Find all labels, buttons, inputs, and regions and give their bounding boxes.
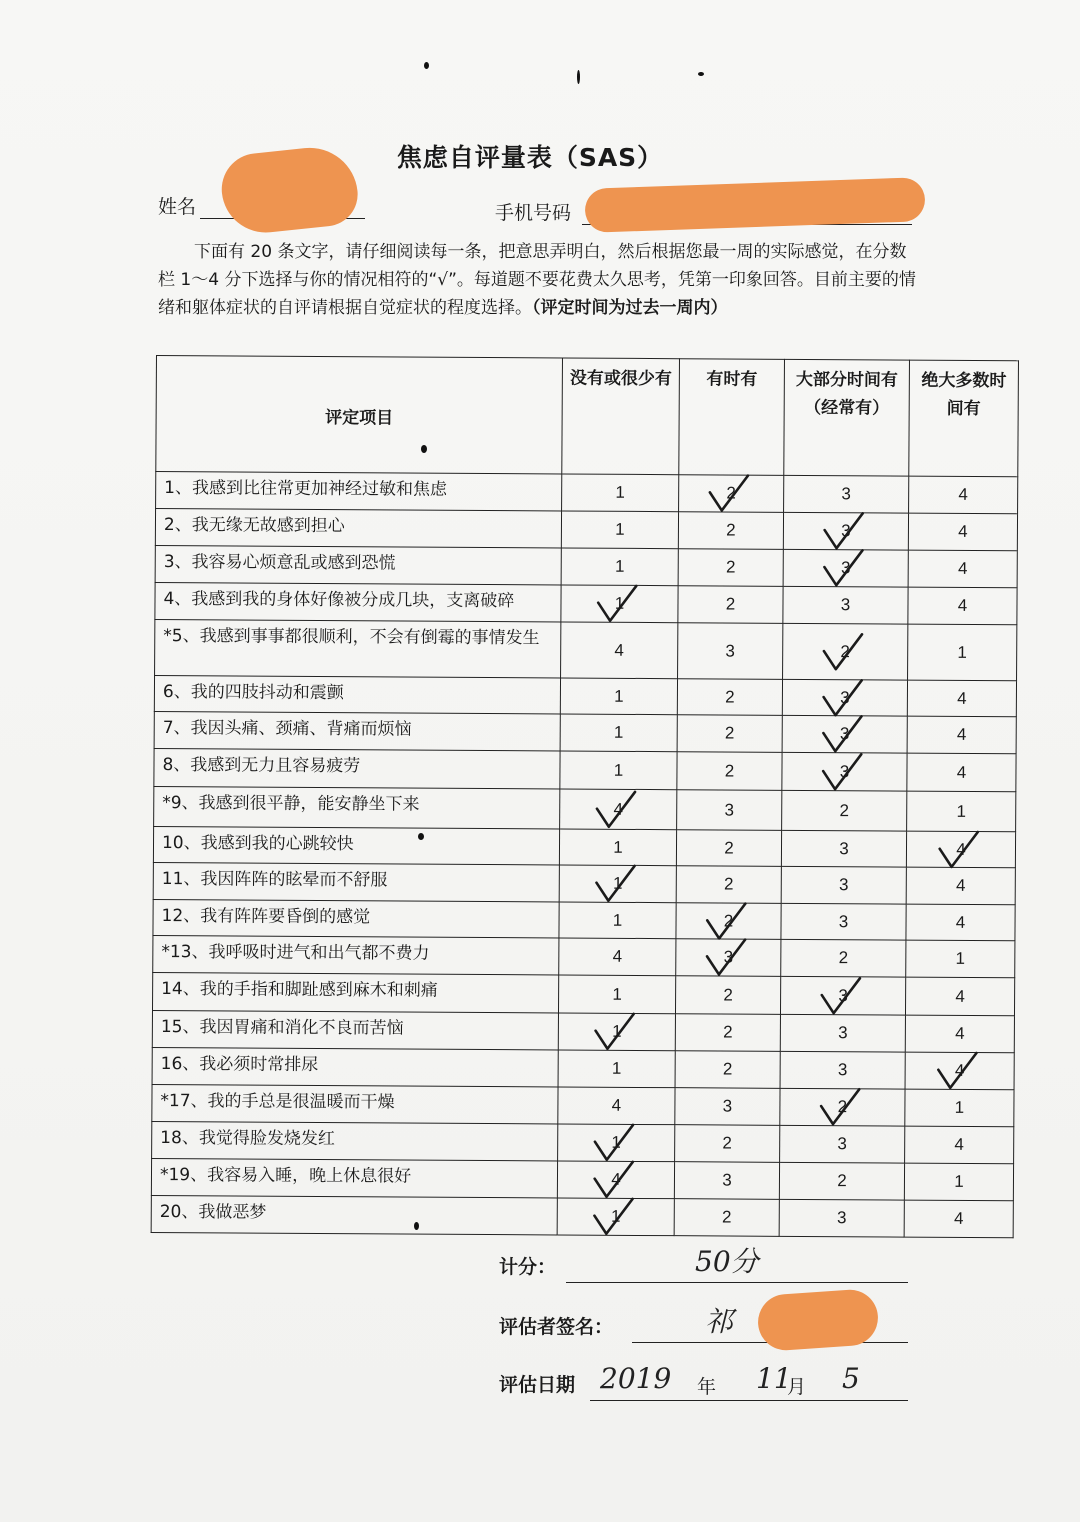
name-redaction: [218, 143, 361, 237]
score-cell[interactable]: [677, 679, 782, 716]
score-cell[interactable]: [560, 751, 677, 790]
score-cell[interactable]: [908, 513, 1017, 551]
score-cell[interactable]: [907, 753, 1016, 792]
score-cell[interactable]: [905, 1015, 1014, 1053]
form-title: 焦虑自评量表（SAS）: [396, 143, 664, 172]
table-row: [153, 899, 1015, 940]
score-value: 4: [958, 521, 968, 541]
score-cell[interactable]: [909, 476, 1018, 514]
score-cell[interactable]: [558, 1050, 675, 1088]
scan-speck: [421, 445, 427, 453]
score-cell[interactable]: [675, 1014, 780, 1052]
score-cell[interactable]: [559, 865, 676, 903]
scan-speck: [698, 72, 704, 76]
question-text: 11、我因阵阵的眩晕而不舒服: [153, 862, 559, 901]
score-value: 1: [954, 1097, 965, 1117]
score-value: 3: [838, 875, 849, 895]
table-row: [155, 619, 1017, 680]
score-value: 50分: [695, 1245, 759, 1278]
score-cell[interactable]: [558, 1087, 675, 1125]
score-value: 3: [841, 484, 851, 504]
year-char: 年: [697, 1376, 717, 1398]
table-row: [155, 545, 1017, 587]
score-value: 1: [615, 519, 625, 539]
score-value: 4: [611, 1095, 622, 1115]
assessor-label: 评估者签名：: [499, 1316, 614, 1338]
score-cell[interactable]: [780, 1088, 905, 1126]
score-cell[interactable]: [782, 752, 907, 791]
score-cell[interactable]: [561, 511, 678, 549]
question-text: 6、我的四肢抖动和震颤: [154, 675, 560, 713]
score-value: 1: [612, 984, 622, 1004]
score-value: 1: [613, 760, 624, 780]
score-value: 3: [840, 558, 851, 578]
score-value: 4: [611, 1169, 621, 1189]
score-value: 4: [956, 839, 966, 859]
score-cell[interactable]: [674, 1199, 779, 1237]
question-text: *5、我感到事事都很顺利，不会有倒霉的事情发生: [155, 619, 561, 677]
question-text: 16、我必须时常排尿: [152, 1047, 558, 1086]
table-body: [151, 472, 1018, 1238]
score-value: 2: [721, 1207, 732, 1227]
table-row: [155, 509, 1017, 551]
score-value: 2: [723, 874, 734, 894]
score-value: 2: [724, 837, 734, 858]
table-row: [152, 972, 1014, 1015]
question-text: 2、我无缘无故感到担心: [155, 509, 561, 548]
score-value: 4: [954, 1134, 964, 1154]
score-cell[interactable]: [780, 1125, 905, 1163]
score-cell[interactable]: [781, 939, 906, 977]
score-cell[interactable]: [905, 1126, 1014, 1164]
score-cell[interactable]: [559, 938, 676, 976]
score-cell[interactable]: [783, 512, 908, 550]
table-row: [153, 935, 1015, 977]
score-cell[interactable]: [558, 975, 675, 1014]
score-cell[interactable]: [561, 622, 678, 679]
score-cell[interactable]: [906, 940, 1015, 978]
score-cell[interactable]: [676, 866, 781, 904]
score-cell[interactable]: [783, 549, 908, 587]
score-cell[interactable]: [906, 904, 1015, 941]
score-value: 2: [722, 1059, 733, 1079]
score-cell[interactable]: [779, 1162, 904, 1200]
score-cell[interactable]: [904, 1200, 1013, 1238]
score-value: 3: [838, 1023, 848, 1043]
table-row: [154, 748, 1016, 791]
score-value: 1: [610, 1206, 621, 1226]
score-value: 2: [723, 1022, 733, 1042]
score-value: 2: [726, 520, 736, 540]
score-value: 1: [614, 593, 625, 613]
question-text: 10、我感到我的心跳较快: [153, 826, 559, 864]
score-value: 2: [725, 594, 736, 614]
score-value: 2: [837, 1171, 847, 1191]
question-text: *13、我呼吸时进气和出气都不费力: [153, 935, 559, 974]
table-row: [153, 826, 1015, 867]
score-value: 3: [836, 1208, 847, 1228]
score-cell[interactable]: [908, 550, 1017, 588]
table-row: [156, 472, 1018, 514]
score-value: 3: [724, 799, 735, 820]
question-text: 15、我因胃痛和消化不良而苦恼: [152, 1010, 558, 1049]
table-row: [152, 1084, 1014, 1126]
score-value: 1: [614, 686, 624, 706]
score-value: 3: [839, 761, 850, 781]
score-cell[interactable]: [907, 791, 1016, 832]
score-cell[interactable]: [677, 715, 782, 753]
score-cell[interactable]: [905, 977, 1014, 1016]
question-text: 1、我感到比往常更加神经过敏和焦虑: [156, 472, 562, 511]
question-text: 8、我感到无力且容易疲劳: [154, 748, 560, 788]
score-value: 1: [612, 873, 623, 893]
score-value: 2: [723, 984, 733, 1005]
score-cell[interactable]: [561, 585, 678, 623]
score-value: 2: [724, 723, 735, 743]
score-label: 计分：: [499, 1256, 557, 1278]
score-cell[interactable]: [782, 679, 907, 716]
score-cell[interactable]: [780, 976, 905, 1015]
date-label: 评估日期: [499, 1374, 576, 1396]
score-value: 3: [841, 521, 851, 541]
score-value: 3: [723, 947, 734, 967]
score-value: 4: [955, 912, 966, 932]
score-cell[interactable]: [678, 549, 783, 587]
score-value: 1: [612, 910, 623, 930]
score-cell[interactable]: [675, 1051, 780, 1089]
header-most-of-time: 大部分时间有（经常有）: [784, 359, 910, 476]
question-text: 12、我有阵阵要昏倒的感觉: [153, 899, 559, 937]
table-row: [152, 1047, 1014, 1089]
score-value: 1: [954, 1171, 964, 1191]
score-cell[interactable]: [906, 831, 1015, 868]
question-text: 18、我觉得脸发烧发红: [152, 1121, 558, 1160]
score-value: 4: [614, 640, 624, 660]
score-value: 4: [612, 946, 623, 966]
question-text: *19、我容易入睡，晚上休息很好: [151, 1158, 557, 1197]
score-value: 4: [957, 558, 968, 578]
score-cell[interactable]: [907, 680, 1016, 717]
date-year: 2019: [600, 1362, 672, 1395]
score-value: 2: [838, 948, 849, 968]
score-cell[interactable]: [907, 716, 1016, 754]
scan-speck: [418, 833, 424, 840]
score-value: 1: [611, 1058, 622, 1078]
score-cell[interactable]: [560, 714, 677, 752]
name-label: 姓名: [158, 196, 197, 218]
question-text: 4、我感到我的身体好像被分成几块，支离破碎: [155, 582, 561, 621]
score-value: 3: [837, 1134, 847, 1154]
score-value: 3: [839, 724, 850, 744]
assessor-signature: 祁: [705, 1305, 734, 1338]
score-cell[interactable]: [558, 1013, 675, 1051]
scan-speck: [424, 62, 429, 69]
score-value: 3: [722, 1096, 733, 1116]
score-value: 3: [838, 911, 849, 931]
score-value: 4: [956, 724, 967, 744]
score-value: 2: [723, 910, 734, 931]
score-cell[interactable]: [675, 976, 780, 1015]
score-value: 3: [838, 985, 848, 1005]
score-value: 2: [722, 1133, 732, 1153]
score-value: 4: [955, 986, 965, 1006]
score-cell[interactable]: [781, 830, 906, 867]
score-cell[interactable]: [560, 789, 677, 830]
score-cell[interactable]: [562, 474, 679, 512]
score-cell[interactable]: [780, 1051, 905, 1089]
score-value: 3: [839, 838, 849, 858]
score-value: 2: [839, 800, 850, 820]
score-value: 2: [725, 557, 736, 577]
score-cell[interactable]: [779, 1199, 904, 1237]
score-cell[interactable]: [676, 939, 781, 977]
question-text: 14、我的手指和脚趾感到麻木和刺痛: [152, 972, 558, 1012]
table-row: [154, 711, 1016, 753]
score-value: 4: [958, 484, 968, 504]
score-value: 4: [957, 595, 968, 615]
score-value: 1: [956, 801, 967, 821]
score-value: 3: [840, 687, 850, 707]
score-cell[interactable]: [557, 1161, 674, 1199]
score-value: 3: [722, 1170, 732, 1190]
score-cell[interactable]: [677, 752, 782, 791]
score-value: 1: [613, 722, 624, 742]
score-cell[interactable]: [678, 512, 783, 550]
score-value: 1: [615, 482, 625, 502]
question-text: *17、我的手总是很温暖而干燥: [152, 1084, 558, 1123]
question-text: 7、我因头痛、颈痛、背痛而烦恼: [154, 711, 560, 750]
score-value: 1: [955, 948, 966, 968]
score-cell[interactable]: [561, 548, 678, 586]
score-cell[interactable]: [678, 623, 783, 680]
score-cell[interactable]: [559, 902, 676, 939]
score-value: 2: [840, 641, 850, 661]
header-almost-always: 绝大多数时间有: [909, 360, 1019, 477]
score-cell[interactable]: [676, 903, 781, 940]
score-value: 2: [837, 1097, 848, 1117]
score-value: 4: [613, 799, 624, 819]
sas-questionnaire-table: [151, 355, 1019, 1238]
score-value: 1: [611, 1132, 621, 1152]
table-row: [152, 1121, 1014, 1163]
score-value: 1: [613, 837, 623, 857]
score-value: 2: [724, 760, 735, 781]
date-day: 5: [842, 1362, 860, 1395]
table-header-row: [156, 356, 1019, 477]
score-cell[interactable]: [783, 586, 908, 624]
score-value: 4: [956, 762, 967, 782]
month-char: 月: [787, 1376, 807, 1398]
question-text: *9、我感到很平静，能安静坐下来: [154, 786, 560, 828]
score-cell[interactable]: [784, 475, 909, 513]
assessor-redaction: [756, 1288, 880, 1352]
score-value: 4: [955, 875, 966, 895]
table-row: [151, 1158, 1013, 1200]
score-cell[interactable]: [559, 829, 676, 866]
score-value: 1: [614, 556, 625, 576]
score-cell[interactable]: [908, 587, 1017, 625]
scan-speck: [577, 70, 580, 84]
score-cell[interactable]: [675, 1088, 780, 1126]
table-row: [153, 862, 1015, 904]
score-cell[interactable]: [906, 867, 1015, 905]
score-value: 1: [957, 642, 967, 662]
instructions-text: 下面有 20 条文字，请仔细阅读每一条，把意思弄明白，然后根据您最一周的实际感觉，在分数栏 1～4 分下选择与你的情况相符的“√”。每道题不要花费太久思考，凭第一印象回答。目前主要的情绪和躯体症状的自评请根据自觉症状的程度选择。: [158, 242, 916, 318]
score-value: 4: [957, 688, 967, 708]
scan-speck: [414, 1222, 419, 1230]
score-cell[interactable]: [782, 715, 907, 753]
header-none-or-rarely: 没有或很少有: [562, 358, 680, 475]
score-value: 3: [837, 1060, 848, 1080]
score-cell[interactable]: [782, 790, 907, 831]
score-cell[interactable]: [674, 1162, 779, 1200]
score-value: 3: [725, 640, 735, 661]
score-cell[interactable]: [905, 1052, 1014, 1090]
instructions: [158, 238, 918, 322]
question-text: 20、我做恶梦: [151, 1195, 557, 1234]
table-row: [151, 1195, 1013, 1237]
score-cell[interactable]: [560, 678, 677, 715]
score-cell[interactable]: [781, 903, 906, 940]
table-row: [154, 786, 1016, 831]
instructions-period: （评定时间为过去一周内）: [532, 298, 728, 318]
score-value: 4: [955, 1023, 965, 1043]
score-value: 2: [725, 686, 735, 707]
score-value: 4: [953, 1208, 964, 1228]
question-text: 3、我容易心烦意乱或感到恐慌: [155, 545, 561, 584]
score-cell[interactable]: [908, 624, 1017, 681]
table-row: [155, 582, 1017, 624]
table-row: [152, 1010, 1014, 1052]
score-value: 2: [726, 483, 736, 503]
score-cell[interactable]: [679, 475, 784, 513]
score-cell[interactable]: [780, 1014, 905, 1052]
score-value: 4: [954, 1060, 965, 1080]
header-sometimes: 有时有: [679, 359, 785, 476]
score-cell[interactable]: [557, 1198, 674, 1236]
phone-label: 手机号码: [495, 202, 572, 224]
score-cell[interactable]: [675, 1125, 780, 1163]
score-cell[interactable]: [558, 1124, 675, 1162]
score-cell[interactable]: [676, 830, 781, 867]
score-cell[interactable]: [904, 1163, 1013, 1201]
date-month: 11: [756, 1362, 792, 1395]
table-row: [154, 675, 1016, 716]
score-cell[interactable]: [905, 1089, 1014, 1127]
score-cell[interactable]: [783, 623, 908, 680]
score-value: 1: [612, 1021, 622, 1041]
score-cell[interactable]: [781, 866, 906, 904]
score-cell[interactable]: [678, 586, 783, 624]
score-value: 3: [840, 595, 851, 615]
score-cell[interactable]: [677, 790, 782, 831]
header-item: 评定项目: [156, 356, 563, 474]
